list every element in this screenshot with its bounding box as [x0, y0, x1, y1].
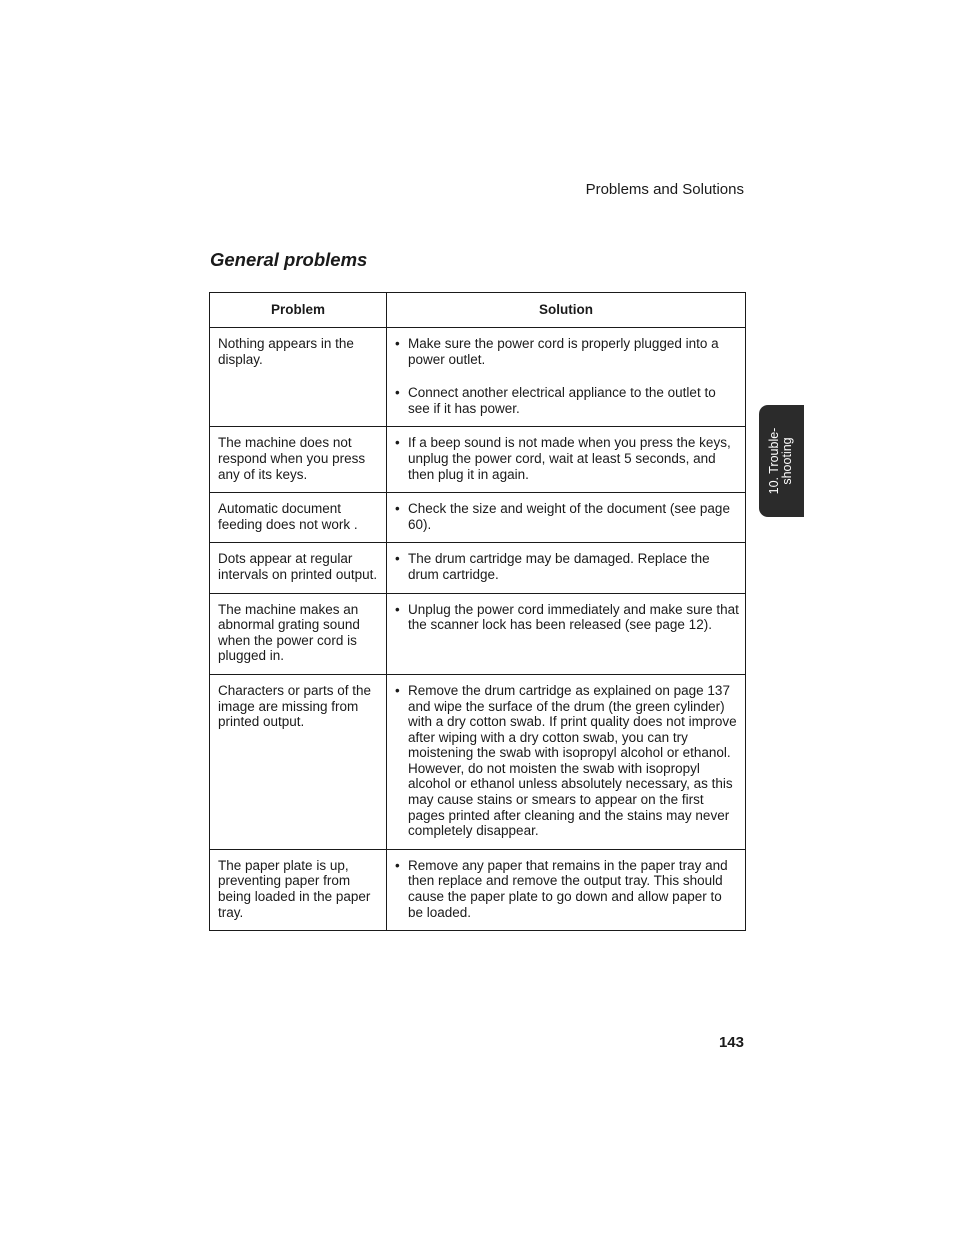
table-row [210, 493, 746, 543]
solution-item: • Remove any paper that remains in the paper tray and then replace and remove the output tray. This should cause the paper plate to go down and allow paper to be loaded. [395, 858, 739, 920]
solution-item: • Make sure the power cord is properly plugged into a power outlet. [395, 336, 739, 367]
problem-cell: The paper plate is up, preventing paper from being loaded in the paper tray. [210, 849, 387, 930]
solution-item: • Unplug the power cord immediately and make sure that the scanner lock has been released (see page 12). [395, 602, 739, 633]
table-row [210, 674, 746, 849]
table-header-row [210, 293, 746, 328]
table-row [210, 849, 746, 930]
running-header: Problems and Solutions [585, 181, 744, 198]
solution-item: • Connect another electrical appliance to the outlet to see if it has power. [395, 385, 739, 416]
table-row [210, 328, 746, 427]
solution-item: • If a beep sound is not made when you press the keys, unplug the power cord, wait at least 5 seconds, and then plug it in again. [395, 435, 739, 482]
solution-cell [387, 849, 746, 930]
chapter-tab-label: 10. Trouble- shooting [767, 427, 794, 495]
solution-cell [387, 674, 746, 849]
problem-cell: The machine does not respond when you press any of its keys. [210, 427, 387, 493]
solution-list [395, 683, 739, 839]
table-row [210, 427, 746, 493]
problems-table [209, 292, 746, 931]
solution-list [395, 858, 739, 920]
solution-item: • Remove the drum cartridge as explained on page 137 and wipe the surface of the drum (the green cylinder) with a dry cotton swab. If print quality does not improve after wiping with a dry cotton swab, you can try moistening the swab with isopropyl alcohol or ethanol. However, do not moisten the swab with isopropyl alcohol or ethanol unless absolutely necessary, as this may cause stains or smears to appear on the first pages printed after cleaning and the stains may never completely disappear. [395, 683, 739, 839]
solution-list [395, 551, 739, 582]
column-header-problem: Problem [210, 293, 387, 328]
column-header-solution: Solution [387, 293, 746, 328]
solution-list [395, 501, 739, 532]
solution-cell [387, 593, 746, 674]
solution-cell [387, 427, 746, 493]
solution-item: • The drum cartridge may be damaged. Replace the drum cartridge. [395, 551, 739, 582]
solution-list [395, 435, 739, 482]
solution-cell [387, 493, 746, 543]
problem-cell: Nothing appears in the display. [210, 328, 387, 427]
problem-cell: Dots appear at regular intervals on printed output. [210, 543, 387, 593]
problem-cell: Characters or parts of the image are missing from printed output. [210, 674, 387, 849]
section-title: General problems [210, 249, 368, 270]
problem-cell: The machine makes an abnormal grating sound when the power cord is plugged in. [210, 593, 387, 674]
chapter-tab [759, 405, 804, 517]
solution-list [395, 602, 739, 633]
page-number: 143 [718, 1034, 744, 1051]
table-row [210, 593, 746, 674]
solution-cell [387, 543, 746, 593]
table-row [210, 543, 746, 593]
solution-item: • Check the size and weight of the document (see page 60). [395, 501, 739, 532]
solution-cell [387, 328, 746, 427]
solution-list [395, 336, 739, 416]
problem-cell: Automatic document feeding does not work . [210, 493, 387, 543]
